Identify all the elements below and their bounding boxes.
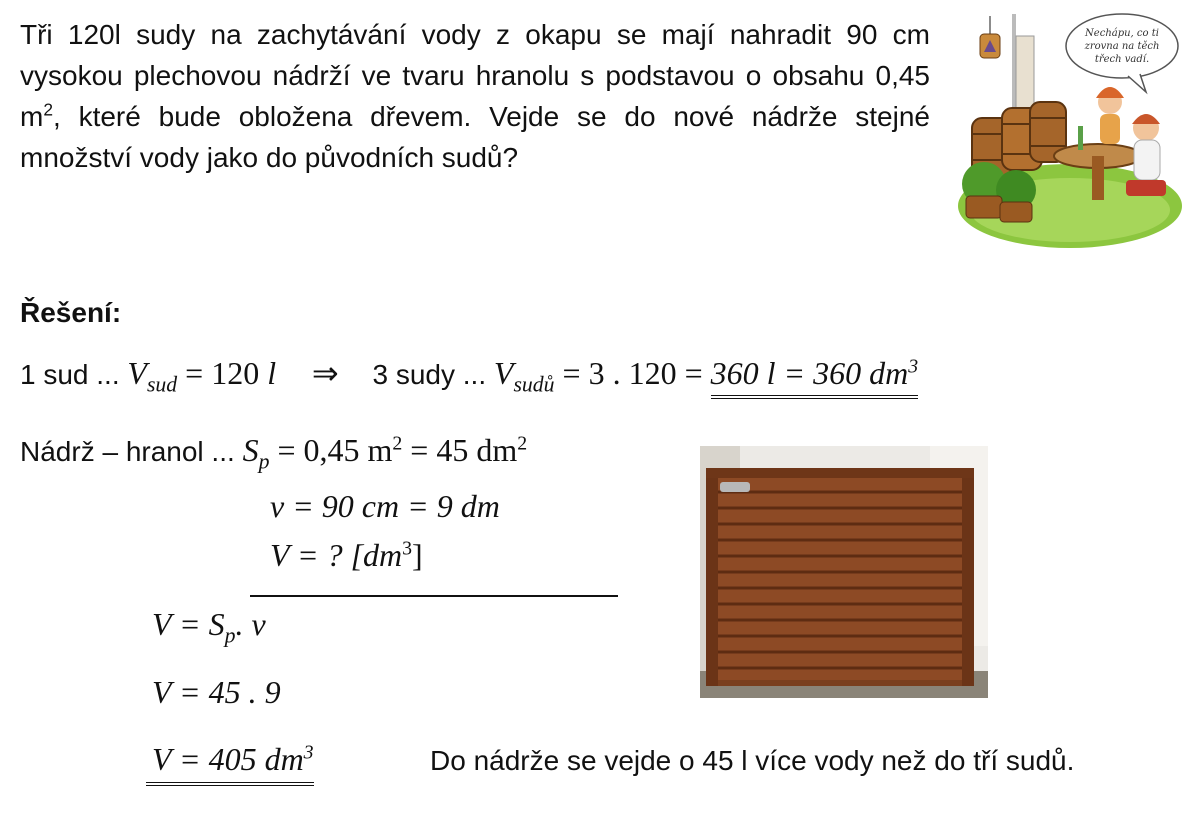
formula-result: V = 405 $dm^3$ xyxy=(146,741,314,786)
speech-bubble-line1: Nechápu, co ti xyxy=(1085,28,1159,39)
tank-label: Nádrž – hranol ... xyxy=(20,436,243,467)
solution-heading: Řešení: xyxy=(20,297,122,328)
formula-volume: $V = S_p$. v xyxy=(152,606,266,648)
problem-text-main: Tři 120l sudy na zachytávání vody z okapu se mají nahradit 90 cm vysokou plechovou nádrží ve tvaru hranolu s podstavou o obsahu 0,45 m xyxy=(20,19,930,132)
problem-text-end: , které bude obložena dřevem. Vejde se do nové nádrže stejné množství vody jako do původních sudů? xyxy=(20,101,930,173)
implies-arrow: ⇒ xyxy=(311,354,339,392)
conclusion-text: Do nádrže se vejde o 45 l více vody než do tří sudů. xyxy=(430,745,1075,776)
speech-bubble-line3: třech vadí. xyxy=(1094,54,1150,65)
barrels-result: 360 l = 360 $dm^3$ xyxy=(711,355,919,399)
tank-base-line xyxy=(20,432,528,474)
given-divider xyxy=(250,595,618,597)
tank-base-area: $S_p = 0,45$ $m^2 = 45$ $dm^2$ xyxy=(242,432,528,474)
wooden-tank-photo xyxy=(700,446,988,698)
speech-bubble-line2: zrovna na těch xyxy=(1084,41,1160,52)
problem-text-sup: 2 xyxy=(43,99,53,120)
formula-substitution: V = 45 . 9 xyxy=(152,674,281,710)
tank-height-line: v = 90 cm = 9 dm xyxy=(270,488,500,524)
problem-text xyxy=(20,14,930,178)
one-barrel-label: 1 sud ... xyxy=(20,359,128,390)
barrels-volume-line xyxy=(20,354,919,397)
three-barrels-label: 3 sudy ... xyxy=(372,359,494,390)
unknown-volume-line: V = ? $[dm^3]$ xyxy=(270,537,423,573)
three-barrels-var: $V_{sudů} = 3$ . 120 = xyxy=(493,355,711,397)
one-barrel-var: $V_{sud} = 120$ l xyxy=(127,355,277,397)
garden-cartoon-illustration xyxy=(950,6,1182,252)
